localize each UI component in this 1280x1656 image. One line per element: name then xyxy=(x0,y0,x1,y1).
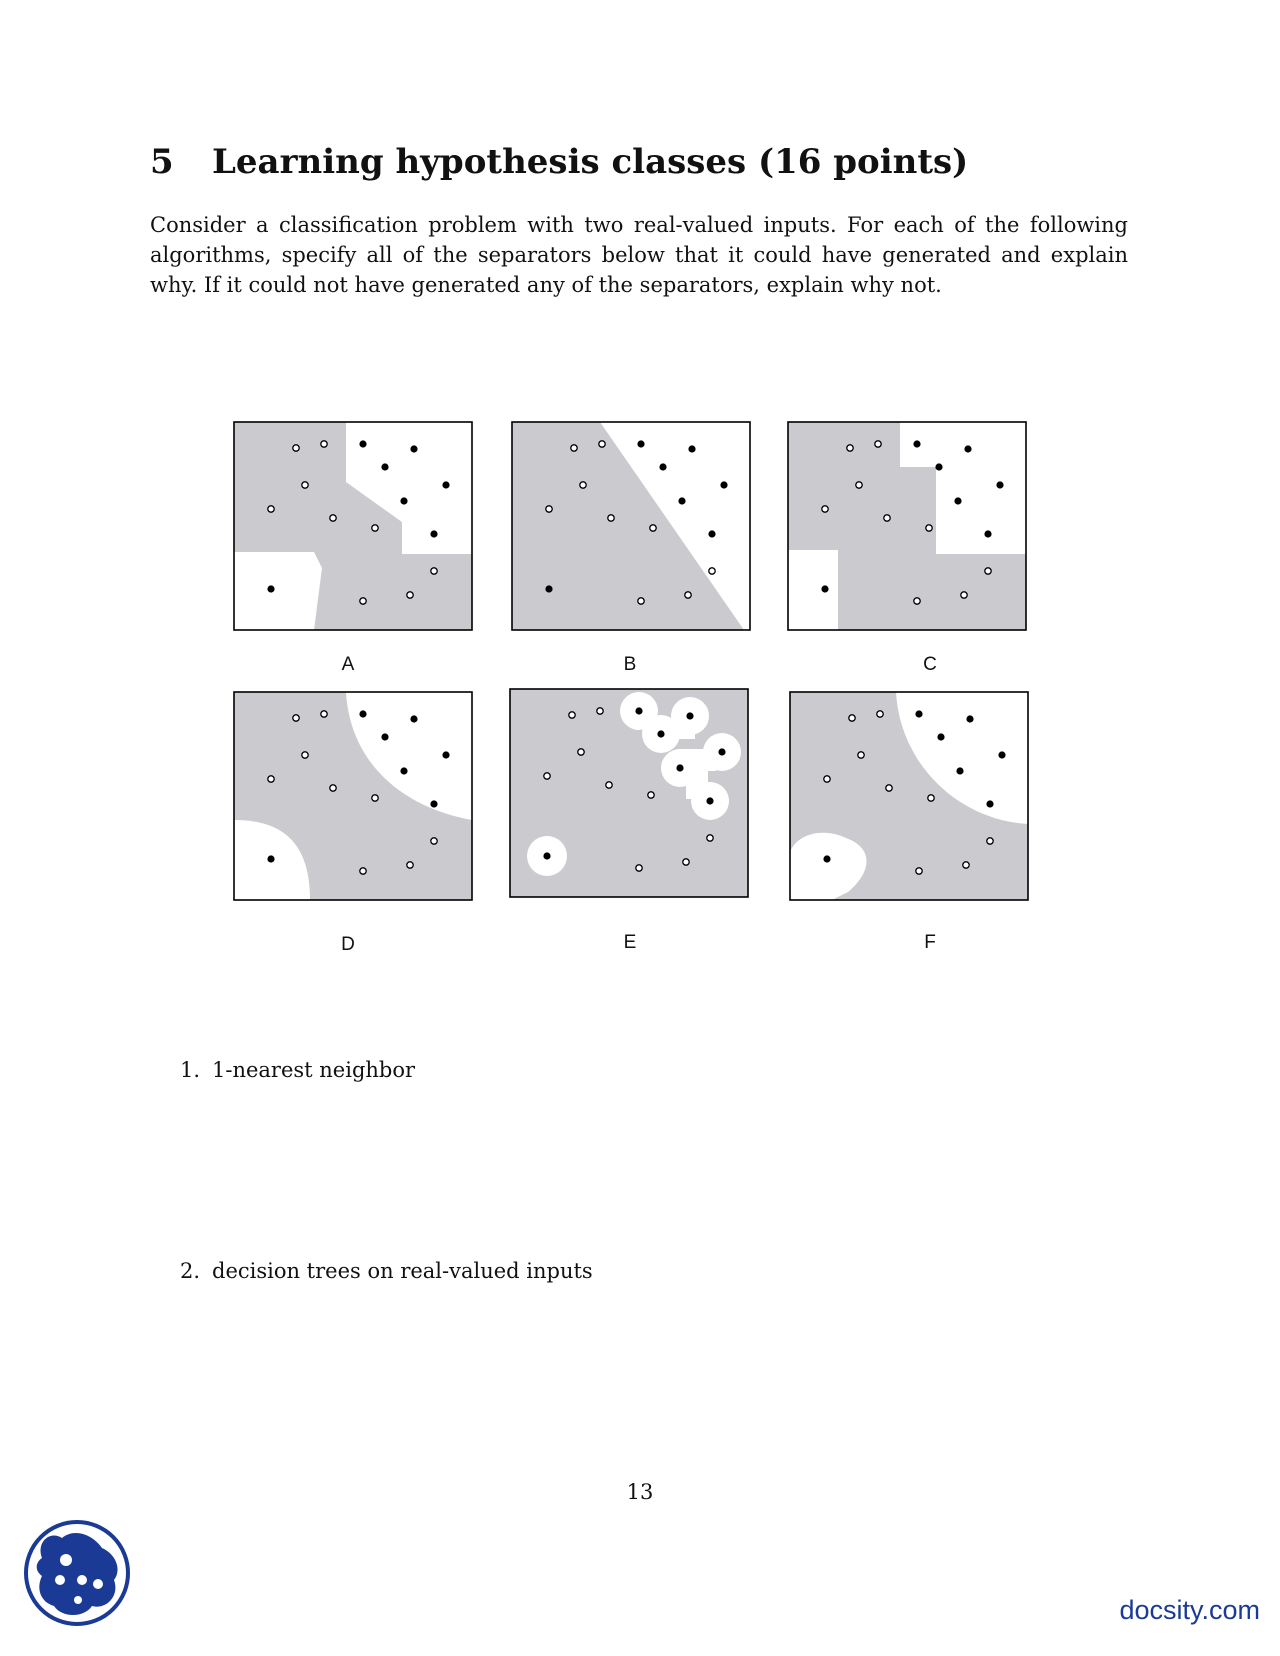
plot-b xyxy=(512,422,750,630)
brand-link[interactable]: docsity.com xyxy=(1119,1595,1260,1625)
question-text: decision trees on real-valued inputs xyxy=(212,1259,593,1283)
question-number: 2. xyxy=(180,1259,201,1283)
plot-d xyxy=(234,692,472,900)
plot-e xyxy=(510,689,748,897)
section-number: 5 xyxy=(150,142,174,182)
question-2 xyxy=(180,1259,593,1283)
section-title xyxy=(150,142,968,182)
section-heading: Learning hypothesis classes (16 points) xyxy=(212,142,969,182)
plot-label-f: F xyxy=(924,932,936,953)
plot-label-c: C xyxy=(923,654,937,675)
plot-label-d: D xyxy=(341,934,355,955)
plot-label-e: E xyxy=(623,932,637,953)
plot-c xyxy=(788,422,1026,630)
question-text: 1-nearest neighbor xyxy=(212,1058,416,1082)
plot-f xyxy=(790,692,1028,900)
plot-label-a: A xyxy=(341,654,355,675)
intro-paragraph: Consider a classification problem with two real-valued inputs. For each of the following algorithms, specify all of the separators below that it could have generated and explain why. If it could not have generated any of the separators, explain why not. xyxy=(150,213,1128,297)
plot-a xyxy=(234,422,472,630)
question-1 xyxy=(180,1058,415,1082)
question-number: 1. xyxy=(180,1058,201,1082)
page-number: 13 xyxy=(626,1480,654,1504)
docsity-logo-icon xyxy=(22,1518,132,1628)
plot-label-b: B xyxy=(623,654,637,675)
